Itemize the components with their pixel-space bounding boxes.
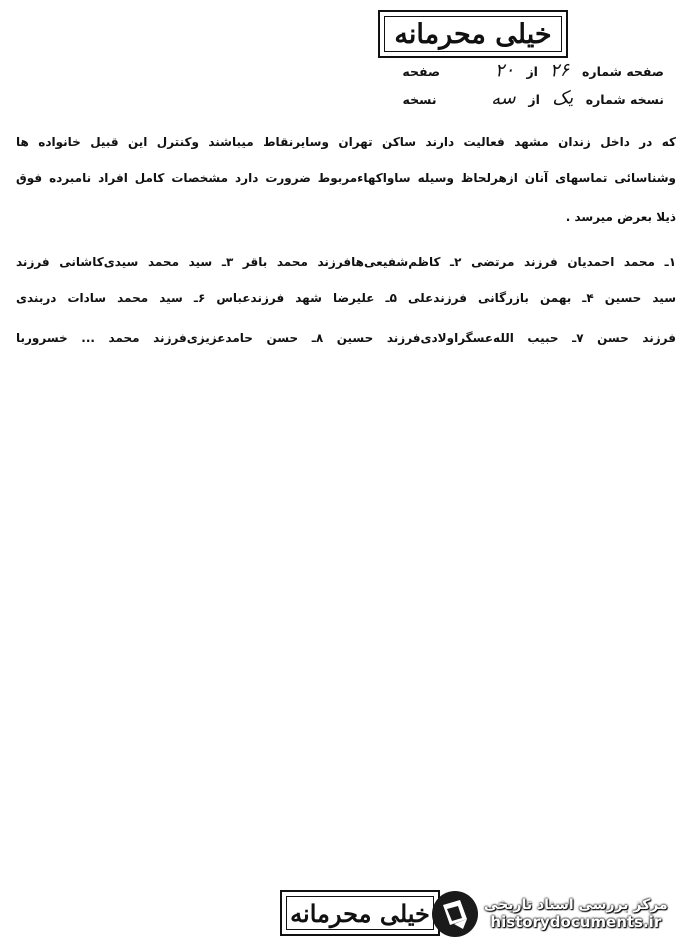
watermark — [430, 888, 692, 940]
page-number-handwritten: ۲۶ — [549, 59, 571, 82]
page-total-handwritten: ۲۰ — [494, 59, 515, 82]
copy-unit: نسخه — [402, 92, 437, 107]
body-line-1: که در داخل زندان مشهد فعالیت دارند ساکن تهران وسایرنقاط میباشند وکنترل این قبیل خانواده ها — [16, 135, 676, 149]
body-line-3: ذیلا بعرض میرسد . — [565, 210, 676, 224]
body-line-2: وشناسائی تماسهای آنان ازهرلحاظ وسیله ساواکهاءمربوط ضرورت دارد مشخصات کامل افراد نامبرده فوق — [16, 171, 676, 185]
page-label: صفحه شماره — [582, 64, 664, 79]
copy-label: نسخه شماره — [585, 92, 664, 107]
body-line-4: ۱ـ محمد احمدیان فرزند مرتضی ۲ـ کاظم‌شفیعی‌ها‌فرزند محمد باقر ۳ـ سید محمد سیدی‌کاشانی فرزند — [16, 255, 676, 269]
archive-logo-icon — [430, 889, 480, 939]
copy-number-line — [403, 88, 664, 109]
page-number-line — [402, 60, 664, 81]
copy-number-handwritten: یک — [551, 87, 575, 110]
classification-stamp-top — [378, 10, 568, 58]
body-line-6: فرزند حسن ۷ـ حبیب الله‌عسگراولادی‌فرزند حسین ۸ـ حسن حامدعزیزی‌فرزند محمد ... خسروربا — [16, 331, 676, 345]
watermark-name: مرکز بررسی اسناد تاریخی — [484, 897, 668, 913]
page-unit: صفحه — [402, 64, 441, 79]
page-of: از — [526, 64, 538, 79]
body-line-5: سید حسین ۴ـ بهمن بازرگانی فرزندعلی ۵ـ علیرضا شهد فرزندعباس ۶ـ سید محمد سادات دربندی — [16, 291, 676, 305]
watermark-url[interactable]: historydocuments.ir — [490, 913, 662, 931]
copy-of: از — [528, 92, 540, 107]
classification-stamp-text: خیلی محرمانه — [394, 18, 552, 50]
classification-stamp-bottom-text: خیلی محرمانه — [290, 898, 430, 928]
copy-total-handwritten: سه — [490, 87, 517, 110]
classification-stamp-bottom — [280, 890, 440, 936]
